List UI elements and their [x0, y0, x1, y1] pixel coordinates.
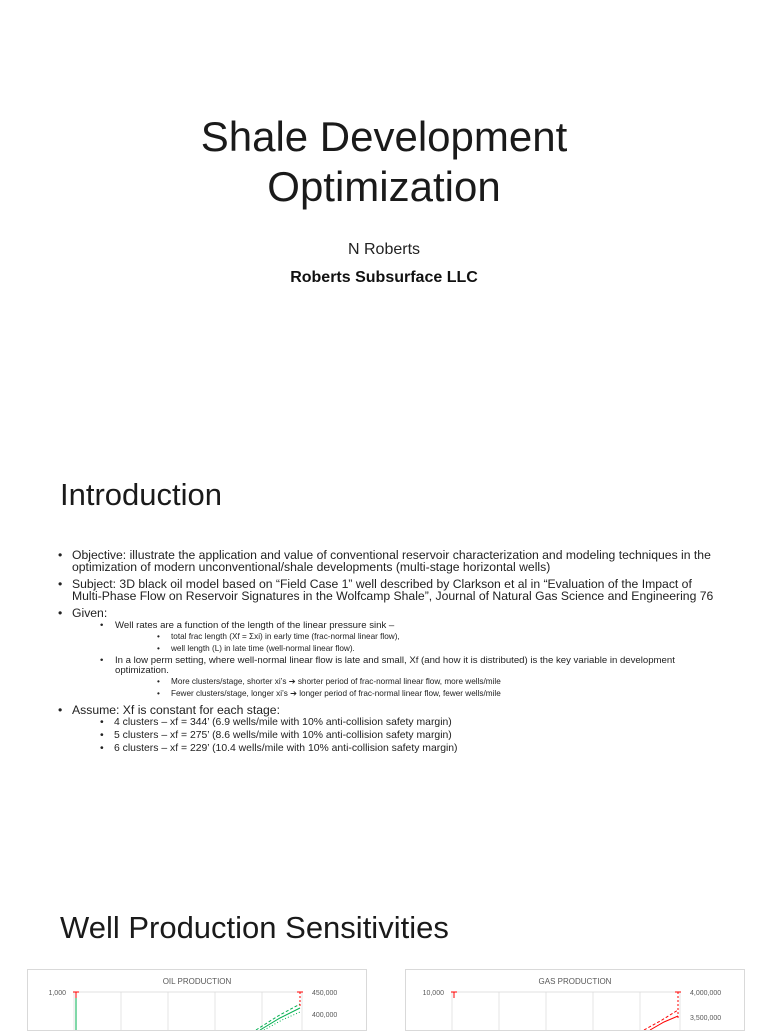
right-axis-tick: 3,500,000	[690, 1015, 722, 1022]
sub-bullet-low-perm	[100, 656, 718, 699]
sub-bullet-6-clusters: • 6 clusters – xf = 229’ (10.4 wells/mile with 10% anti-collision safety margin)	[100, 742, 718, 755]
author-name: N Roberts	[347, 241, 421, 258]
assume-sublist	[72, 716, 718, 755]
slide-heading: Introduction	[60, 477, 222, 512]
right-axis-tick: 450,000	[312, 990, 338, 997]
bullet-given-label: Given:	[72, 606, 108, 620]
sub-bullet-text: In a low perm setting, where well-normal linear flow is late and small, Xf (and how it is distributed) is the key variable in development optimization.	[115, 655, 675, 676]
given-sublist	[72, 621, 718, 699]
chart-title: OIL PRODUCTION	[162, 977, 232, 986]
introduction-slide	[0, 440, 768, 880]
left-axis-tick: 10,000	[422, 990, 444, 997]
axis-markers	[451, 992, 681, 1020]
gas-chart-svg	[406, 970, 744, 1030]
chart-title: GAS PRODUCTION	[538, 977, 612, 986]
axis-markers	[73, 992, 303, 1008]
sub-bullet-well-rates	[100, 621, 718, 654]
right-axis-tick: 4,000,000	[690, 990, 722, 997]
title-line-1: Shale Development	[200, 113, 568, 160]
sub-sub-bullet-frac-length: • total frac length (Xf = Σxi) in early time (frac-normal linear flow),	[157, 632, 718, 643]
oil-production-chart	[27, 969, 367, 1031]
bullet-assume	[58, 704, 718, 755]
well-rates-sublist	[115, 632, 718, 654]
company-name: Roberts Subsurface LLC	[290, 269, 478, 286]
sub-sub-bullet-well-length: • well length (L) in late time (well-normal linear flow).	[157, 644, 718, 655]
sub-sub-bullet-fewer-clusters: • Fewer clusters/stage, longer xi’s ➔ longer period of frac-normal linear flow, fewer wells/mile	[157, 689, 718, 700]
gridlines	[452, 992, 680, 1030]
title-line-2: Optimization	[267, 163, 501, 210]
right-axis-tick: 400,000	[312, 1012, 338, 1019]
bullet-list	[58, 549, 718, 760]
oil-series-lines	[76, 992, 300, 1030]
bullet-assume-label: Assume: Xf is constant for each stage:	[72, 703, 280, 717]
gas-series-lines	[644, 1010, 678, 1030]
bullet-given	[58, 607, 718, 699]
oil-chart-svg	[28, 970, 366, 1030]
low-perm-sublist	[115, 677, 718, 699]
sub-bullet-5-clusters: • 5 clusters – xf = 275’ (8.6 wells/mile with 10% anti-collision safety margin)	[100, 729, 718, 742]
title-slide	[0, 0, 768, 440]
slide-heading: Well Production Sensitivities	[60, 910, 449, 945]
gridlines	[74, 992, 302, 1030]
left-axis-tick: 1,000	[48, 990, 66, 997]
bullet-objective: • Objective: illustrate the application and value of conventional reservoir characterization and modeling techniques in the optimization of modern unconventional/shale developments (multi-stage horizontal wells)	[58, 549, 718, 573]
sub-bullet-text: Well rates are a function of the length of the linear pressure sink –	[115, 620, 395, 631]
slide-title	[0, 112, 768, 212]
sub-bullet-4-clusters: • 4 clusters – xf = 344’ (6.9 wells/mile with 10% anti-collision safety margin)	[100, 716, 718, 729]
production-slide	[0, 880, 768, 1024]
gas-production-chart	[405, 969, 745, 1031]
sub-sub-bullet-more-clusters: • More clusters/stage, shorter xi’s ➔ shorter period of frac-normal linear flow, more wells/mile	[157, 677, 718, 688]
bullet-subject: • Subject: 3D black oil model based on “Field Case 1” well described by Clarkson et al in “Evaluation of the Impact of Multi-Phase Flow on Reservoir Signatures in the Wolfcamp Shale”, Journal of Natural Gas Science and Engineering 76	[58, 578, 718, 602]
